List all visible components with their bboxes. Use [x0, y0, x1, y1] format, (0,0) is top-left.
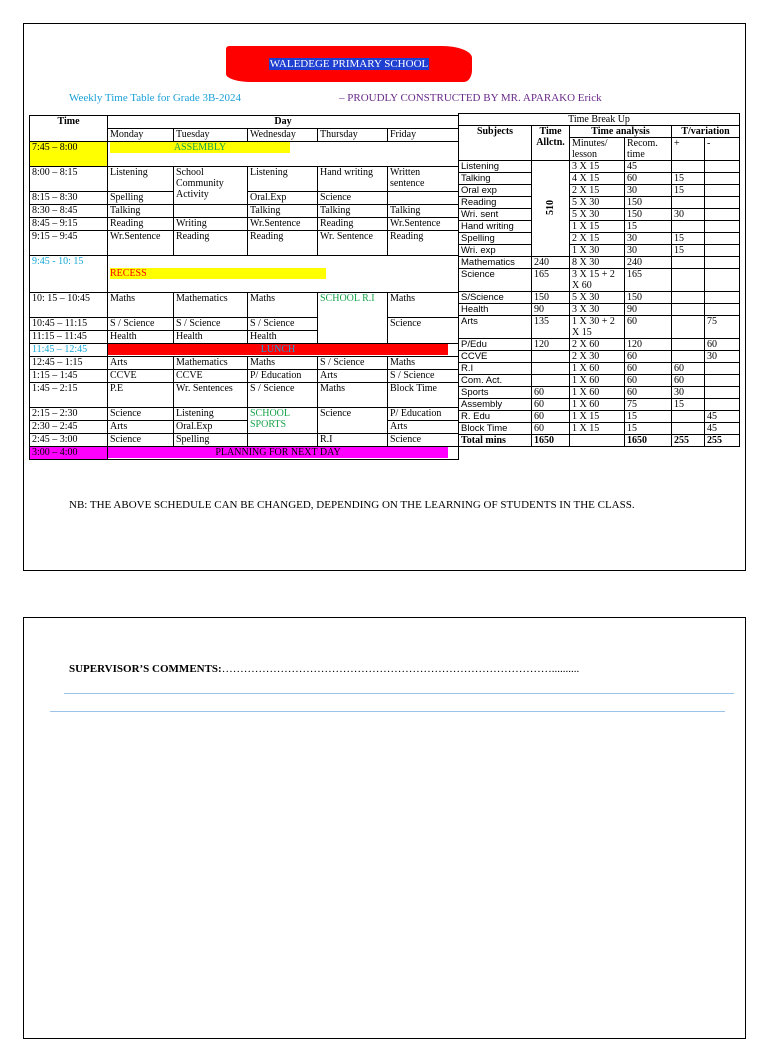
- timetable-subtitle: Weekly Time Table for Grade 3B-2024: [69, 92, 241, 104]
- timetable-page: [23, 23, 746, 571]
- nb-note: NB: THE ABOVE SCHEDULE CAN BE CHANGED, DEPENDING ON THE LEARNING OF STUDENTS IN THE CLASS.: [69, 499, 635, 511]
- cell: Mathematics: [174, 293, 248, 318]
- h-recom: Recom. time: [625, 138, 672, 161]
- language-total: 510: [545, 199, 556, 215]
- assembly-time: 7:45 – 8:00: [30, 142, 108, 167]
- breakup-row: [459, 423, 740, 435]
- value-cell: 75: [625, 399, 672, 411]
- total-cell: 255: [672, 435, 705, 447]
- subject-cell: CCVE: [459, 351, 532, 363]
- subject-cell: Wri. exp: [459, 245, 532, 257]
- value-cell: [672, 161, 705, 173]
- value-cell: 45: [705, 411, 740, 423]
- planning-time: 3:00 – 4:00: [30, 447, 108, 460]
- value-cell: 4 X 15: [570, 173, 625, 185]
- cell: P.E: [108, 383, 174, 408]
- supervisor-page: [23, 617, 746, 1039]
- lunch-label: LUNCH: [108, 344, 448, 355]
- value-cell: 45: [705, 423, 740, 435]
- subject-cell: R.I: [459, 363, 532, 375]
- value-cell: 1 X 60: [570, 399, 625, 411]
- cell: R.I: [318, 434, 388, 447]
- value-cell: 60: [625, 351, 672, 363]
- school-ri-cell: SCHOOL R.I: [318, 293, 388, 344]
- value-cell: 15: [672, 173, 705, 185]
- total-cell: 1650: [625, 435, 672, 447]
- comment-line: [50, 711, 725, 712]
- h-t-variation: T/variation: [672, 126, 740, 138]
- value-cell: 240: [625, 257, 672, 269]
- time-slot: 8:45 – 9:15: [30, 218, 108, 231]
- value-cell: 60: [532, 423, 570, 435]
- cell: S / Science: [108, 318, 174, 331]
- value-cell: [705, 245, 740, 257]
- total-cell: 1650: [532, 435, 570, 447]
- cell: S / Science: [248, 318, 318, 331]
- cell: [388, 192, 459, 205]
- breakup-row: [459, 351, 740, 363]
- value-cell: [672, 316, 705, 339]
- cell: Science: [318, 408, 388, 434]
- value-cell: 240: [532, 257, 570, 269]
- value-cell: 3 X 30: [570, 304, 625, 316]
- cell: Arts: [388, 421, 459, 434]
- cell: Talking: [388, 205, 459, 218]
- value-cell: [532, 375, 570, 387]
- value-cell: 15: [672, 245, 705, 257]
- subject-cell: Block Time: [459, 423, 532, 435]
- value-cell: [672, 269, 705, 292]
- value-cell: 30: [672, 387, 705, 399]
- value-cell: 60: [705, 339, 740, 351]
- lunch-time: 11:45 – 12:45: [30, 344, 108, 357]
- time-breakup-table: [458, 113, 740, 447]
- value-cell: 150: [625, 209, 672, 221]
- value-cell: 135: [532, 316, 570, 339]
- school-banner: [226, 46, 472, 82]
- language-total-cell: [532, 161, 570, 257]
- cell: Writing: [174, 218, 248, 231]
- day-friday: Friday: [388, 129, 459, 142]
- value-cell: [705, 269, 740, 292]
- cell: Reading: [174, 231, 248, 256]
- assembly-label: ASSEMBLY: [110, 142, 290, 153]
- h-time-analysis: Time analysis: [570, 126, 672, 138]
- value-cell: 120: [532, 339, 570, 351]
- value-cell: [705, 363, 740, 375]
- subject-cell: Assembly: [459, 399, 532, 411]
- breakup-row: [459, 185, 740, 197]
- subject-cell: Com. Act.: [459, 375, 532, 387]
- subject-cell: P/Edu: [459, 339, 532, 351]
- comment-line: [64, 693, 734, 694]
- cell: Maths: [318, 383, 388, 408]
- breakup-title: Time Break Up: [459, 114, 740, 126]
- breakup-row: [459, 245, 740, 257]
- value-cell: 5 X 30: [570, 209, 625, 221]
- value-cell: [532, 351, 570, 363]
- h-time-allocation: Time Allctn.: [532, 126, 570, 161]
- value-cell: 60: [672, 363, 705, 375]
- value-cell: 3 X 15 + 2 X 60: [570, 269, 625, 292]
- value-cell: 3 X 15: [570, 161, 625, 173]
- total-cell: [570, 435, 625, 447]
- value-cell: 15: [625, 221, 672, 233]
- breakup-row: [459, 363, 740, 375]
- time-slot: 12:45 – 1:15: [30, 357, 108, 370]
- h-plus: +: [672, 138, 705, 161]
- subject-cell: Health: [459, 304, 532, 316]
- cell: Spelling: [174, 434, 248, 447]
- cell: Reading: [108, 218, 174, 231]
- breakup-row: [459, 316, 740, 339]
- cell: Wr. Sentence: [318, 231, 388, 256]
- value-cell: [672, 411, 705, 423]
- value-cell: 150: [625, 197, 672, 209]
- cell: Listening: [174, 408, 248, 421]
- cell: S / Science: [318, 357, 388, 370]
- weekly-timetable: [29, 115, 459, 460]
- value-cell: 30: [705, 351, 740, 363]
- cell: Spelling: [108, 192, 174, 205]
- cell: P/ Education: [388, 408, 459, 421]
- cell: Arts: [108, 421, 174, 434]
- cell: Wr.Sentence: [388, 218, 459, 231]
- value-cell: [705, 209, 740, 221]
- value-cell: 2 X 60: [570, 339, 625, 351]
- subject-cell: Sports: [459, 387, 532, 399]
- value-cell: [672, 292, 705, 304]
- cell: Arts: [318, 370, 388, 383]
- time-slot: 1:45 – 2:15: [30, 383, 108, 408]
- cell: Oral.Exp: [248, 192, 318, 205]
- cell: Reading: [318, 218, 388, 231]
- h-subjects: Subjects: [459, 126, 532, 161]
- cell: S / Science: [248, 383, 318, 408]
- breakup-row: [459, 411, 740, 423]
- school-sports-cell: SCHOOL SPORTS: [248, 408, 318, 434]
- subject-cell: Reading: [459, 197, 532, 209]
- breakup-row: [459, 375, 740, 387]
- day-tuesday: Tuesday: [174, 129, 248, 142]
- value-cell: 60: [532, 399, 570, 411]
- value-cell: 2 X 15: [570, 233, 625, 245]
- value-cell: 30: [625, 185, 672, 197]
- value-cell: [672, 197, 705, 209]
- subject-cell: Talking: [459, 173, 532, 185]
- breakup-row: [459, 221, 740, 233]
- breakup-row: [459, 233, 740, 245]
- value-cell: [705, 375, 740, 387]
- value-cell: [672, 221, 705, 233]
- value-cell: 5 X 30: [570, 292, 625, 304]
- value-cell: 120: [625, 339, 672, 351]
- school-name: WALEDEGE PRIMARY SCHOOL: [269, 58, 429, 70]
- value-cell: [705, 221, 740, 233]
- value-cell: 5 X 30: [570, 197, 625, 209]
- subject-cell: Science: [459, 269, 532, 292]
- value-cell: [672, 423, 705, 435]
- subject-cell: R. Edu: [459, 411, 532, 423]
- value-cell: [672, 257, 705, 269]
- cell: Science: [108, 408, 174, 421]
- time-slot: 8:15 – 8:30: [30, 192, 108, 205]
- value-cell: 15: [672, 233, 705, 245]
- value-cell: [672, 339, 705, 351]
- cell: Wr. Sentences: [174, 383, 248, 408]
- planning-label: PLANNING FOR NEXT DAY: [108, 447, 448, 458]
- subject-cell: Mathematics: [459, 257, 532, 269]
- cell: Block Time: [388, 383, 459, 408]
- value-cell: [705, 173, 740, 185]
- value-cell: 60: [672, 375, 705, 387]
- value-cell: 30: [625, 245, 672, 257]
- cell: Health: [174, 331, 248, 344]
- value-cell: 1 X 30: [570, 245, 625, 257]
- assembly-row: [108, 142, 459, 167]
- value-cell: 1 X 15: [570, 411, 625, 423]
- value-cell: [532, 363, 570, 375]
- value-cell: 165: [625, 269, 672, 292]
- day-wednesday: Wednesday: [248, 129, 318, 142]
- value-cell: 1 X 60: [570, 375, 625, 387]
- total-cell: Total mins: [459, 435, 532, 447]
- time-slot: 8:00 – 8:15: [30, 167, 108, 192]
- cell: Hand writing: [318, 167, 388, 192]
- value-cell: [705, 387, 740, 399]
- cell: Talking: [108, 205, 174, 218]
- breakup-row: [459, 387, 740, 399]
- value-cell: 15: [625, 423, 672, 435]
- value-cell: [705, 197, 740, 209]
- value-cell: 60: [532, 411, 570, 423]
- breakup-row: [459, 209, 740, 221]
- cell: CCVE: [174, 370, 248, 383]
- subject-cell: Oral exp: [459, 185, 532, 197]
- cell: Science: [318, 192, 388, 205]
- value-cell: [705, 257, 740, 269]
- time-slot: 10:45 – 11:15: [30, 318, 108, 331]
- value-cell: 150: [532, 292, 570, 304]
- subject-cell: Listening: [459, 161, 532, 173]
- value-cell: 60: [532, 387, 570, 399]
- cell: [248, 434, 318, 447]
- cell: Science: [388, 318, 459, 344]
- recess-label: RECESS: [110, 268, 326, 279]
- value-cell: 90: [625, 304, 672, 316]
- time-slot: 2:30 – 2:45: [30, 421, 108, 434]
- lunch-row: [108, 344, 459, 357]
- breakup-row: [459, 339, 740, 351]
- value-cell: 90: [532, 304, 570, 316]
- breakup-row: [459, 304, 740, 316]
- time-slot: 2:45 – 3:00: [30, 434, 108, 447]
- value-cell: [672, 351, 705, 363]
- h-minus: -: [705, 138, 740, 161]
- value-cell: 15: [625, 411, 672, 423]
- breakup-row: [459, 292, 740, 304]
- value-cell: 15: [672, 185, 705, 197]
- value-cell: 75: [705, 316, 740, 339]
- value-cell: 1 X 15: [570, 221, 625, 233]
- value-cell: 1 X 60: [570, 363, 625, 375]
- cell: Maths: [388, 293, 459, 318]
- breakup-row: [459, 269, 740, 292]
- cell: [174, 205, 248, 218]
- cell: Science: [388, 434, 459, 447]
- subject-cell: Hand writing: [459, 221, 532, 233]
- value-cell: 60: [625, 173, 672, 185]
- day-monday: Monday: [108, 129, 174, 142]
- cell: Mathematics: [174, 357, 248, 370]
- value-cell: 2 X 15: [570, 185, 625, 197]
- supervisor-comments: [69, 663, 579, 675]
- cell: Talking: [248, 205, 318, 218]
- breakup-row: [459, 399, 740, 411]
- cell: Reading: [388, 231, 459, 256]
- cell: Listening: [108, 167, 174, 192]
- day-header: Day: [108, 116, 459, 129]
- cell: Written sentence: [388, 167, 459, 192]
- cell: Maths: [248, 357, 318, 370]
- cell: Science: [108, 434, 174, 447]
- value-cell: 45: [625, 161, 672, 173]
- cell: Reading: [248, 231, 318, 256]
- breakup-row: [459, 197, 740, 209]
- cell: Maths: [388, 357, 459, 370]
- value-cell: 60: [625, 387, 672, 399]
- subject-cell: Arts: [459, 316, 532, 339]
- total-cell: 255: [705, 435, 740, 447]
- value-cell: 30: [672, 209, 705, 221]
- value-cell: 60: [625, 375, 672, 387]
- time-slot: 2:15 – 2:30: [30, 408, 108, 421]
- value-cell: 8 X 30: [570, 257, 625, 269]
- value-cell: 30: [625, 233, 672, 245]
- subject-cell: Wri. sent: [459, 209, 532, 221]
- cell: S / Science: [388, 370, 459, 383]
- breakup-row: [459, 161, 740, 173]
- cell: Maths: [108, 293, 174, 318]
- breakup-total-row: [459, 435, 740, 447]
- cell: Maths: [248, 293, 318, 318]
- cell: Arts: [108, 357, 174, 370]
- cell: Wr.Sentence: [248, 218, 318, 231]
- cell: Talking: [318, 205, 388, 218]
- time-header: Time: [30, 116, 108, 142]
- value-cell: [705, 185, 740, 197]
- supervisor-label: SUPERVISOR’S COMMENTS:: [69, 663, 222, 675]
- breakup-row: [459, 257, 740, 269]
- cell: Health: [108, 331, 174, 344]
- breakup-row: [459, 173, 740, 185]
- value-cell: [705, 161, 740, 173]
- recess-row: [108, 256, 459, 293]
- cell: Wr.Sentence: [108, 231, 174, 256]
- value-cell: [705, 304, 740, 316]
- h-minutes: Minutes/ lesson: [570, 138, 625, 161]
- cell: Listening: [248, 167, 318, 192]
- planning-row: [108, 447, 459, 460]
- value-cell: 1 X 60: [570, 387, 625, 399]
- value-cell: [705, 233, 740, 245]
- recess-time: 9:45 - 10: 15: [30, 256, 108, 293]
- cell: S / Science: [174, 318, 248, 331]
- value-cell: 15: [672, 399, 705, 411]
- value-cell: 1 X 15: [570, 423, 625, 435]
- value-cell: 60: [625, 316, 672, 339]
- cell: Health: [248, 331, 318, 344]
- value-cell: 60: [625, 363, 672, 375]
- time-slot: 9:15 – 9:45: [30, 231, 108, 256]
- day-thursday: Thursday: [318, 129, 388, 142]
- time-slot: 8:30 – 8:45: [30, 205, 108, 218]
- value-cell: [672, 304, 705, 316]
- value-cell: [705, 399, 740, 411]
- value-cell: 165: [532, 269, 570, 292]
- cell: School Community Activity: [174, 167, 248, 205]
- cell: P/ Education: [248, 370, 318, 383]
- subject-cell: S/Science: [459, 292, 532, 304]
- value-cell: 150: [625, 292, 672, 304]
- time-slot: 11:15 – 11:45: [30, 331, 108, 344]
- value-cell: 1 X 30 + 2 X 15: [570, 316, 625, 339]
- cell: Oral.Exp: [174, 421, 248, 434]
- subject-cell: Spelling: [459, 233, 532, 245]
- time-slot: 10: 15 – 10:45: [30, 293, 108, 318]
- cell: CCVE: [108, 370, 174, 383]
- constructor-credit: – PROUDLY CONSTRUCTED BY MR. APARAKO Erick: [339, 92, 602, 104]
- value-cell: [705, 292, 740, 304]
- time-slot: 1:15 – 1:45: [30, 370, 108, 383]
- supervisor-dots: ………………………………………………………………………………..........: [221, 663, 580, 675]
- value-cell: 2 X 30: [570, 351, 625, 363]
